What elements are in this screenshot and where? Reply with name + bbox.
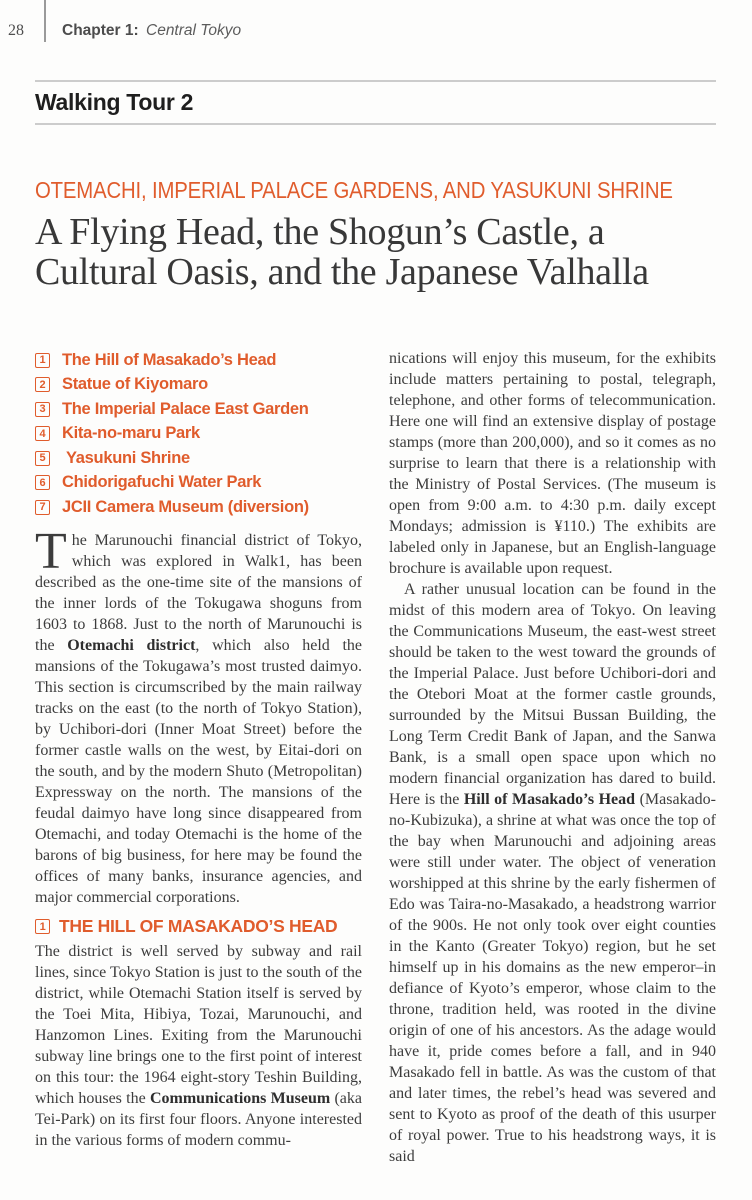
walking-tour-title: Walking Tour 2 <box>35 89 194 115</box>
text-run: The district is well served by subway and rail lines, since Tokyo Station is just to the south of the district, while Otemachi Station itself is served by the Toei Mita, Hibiya, Tozai, Marunouchi, and Hanzomon Lines. Exiting from the Marunouchi subway line brings one to the first point of interest on this tour: the 1964 eight-story Teshin Building, which houses the <box>35 943 362 1107</box>
tour-stop-2 <box>35 373 362 397</box>
stop-label: The Imperial Palace East Garden <box>62 399 309 418</box>
stop-number-box: 1 <box>35 353 50 368</box>
tour-stop-3 <box>35 397 362 421</box>
text-run: A rather unusual location can be found in the midst of this modern area of Tokyo. On leaving the Communications Museum, the east-west street should be taken to the west toward the grounds of the Imperial Palace. Just before Uchibori-dori and the Otebori Moat at the former castle grounds, surrounded by the Mitsui Bussan Building, the Long Term Credit Bank of Japan, and the Sanwa Bank, is a small open space upon which no modern financial organization has dared to build. Here is the <box>389 581 716 808</box>
stop-number-box: 7 <box>35 500 50 515</box>
tour-stop-6 <box>35 471 362 495</box>
stop-label: The Hill of Masakado’s Head <box>62 350 277 369</box>
bold-text: Communications Museum <box>149 1090 331 1107</box>
left-column <box>35 348 362 1167</box>
tour-kicker: OTEMACHI, IMPERIAL PALACE GARDENS, AND YASUKUNI SHRINE <box>35 177 673 203</box>
header-divider <box>44 0 46 42</box>
rule-top <box>35 80 716 82</box>
text-run: (aka Tei-Park) on its first four floors. Anyone interested in the various forms of modern commu- <box>35 1090 362 1149</box>
stop-number-box: 6 <box>35 475 50 490</box>
right-column <box>389 348 716 1167</box>
stop-label: Statue of Kiyomaro <box>62 375 208 393</box>
bold-text: Otemachi district <box>67 637 196 654</box>
stop-label: JCII Camera Museum (diversion) <box>62 497 309 516</box>
paragraph <box>389 579 716 1167</box>
section-heading-label: THE HILL OF MASAKADO’S HEAD <box>59 916 338 936</box>
stop-label: Chidorigafuchi Water Park <box>62 473 262 491</box>
page-number: 28 <box>8 22 24 39</box>
paragraph <box>35 523 363 908</box>
tour-title-line-2: Cultural Oasis, and the Japanese Valhalla <box>35 251 649 293</box>
chapter-title: Central Tokyo <box>146 22 242 39</box>
drop-cap: T <box>35 523 67 580</box>
chapter-label: Chapter 1: <box>62 22 139 39</box>
page-content <box>35 348 716 1167</box>
paragraph <box>389 348 716 579</box>
text-run: nications will enjoy this museum, for the exhibits include matters pertaining to postal, telegraph, telephone, and other forms of telecommunication. Here one will find an extensive display of postage stamps (more than 200,000), and so it comes as no surprise to learn that there is a relationship with the Ministry of Postal Services. (The museum is open from 9:00 a.m. to 4:30 p.m. daily except Mondays; admission is ¥110.) The exhibits are labeled only in Japanese, but an English-language brochure is available upon request. <box>389 350 716 577</box>
stop-label: Yasukuni Shrine <box>62 448 190 467</box>
page-header <box>0 0 752 42</box>
text-run: he Marunouchi financial district of Tokyo, which was explored in Walk1, has been described as the one-time site of the mansions of the inner lords of the Tokugawa shoguns from 1603 to 1868. Just to the north of Marunouchi is the <box>35 532 362 654</box>
section-heading <box>35 916 362 937</box>
tour-stops-list <box>35 348 362 519</box>
tour-title-line-1: A Flying Head, the Shogun’s Castle, a <box>35 211 605 253</box>
section-number-box: 1 <box>35 919 50 934</box>
paragraph <box>35 941 362 1151</box>
stop-number-box: 3 <box>35 402 50 417</box>
stop-number-box: 5 <box>35 451 50 466</box>
tour-stop-7 <box>35 495 362 519</box>
rule-bottom <box>35 123 716 125</box>
tour-stop-5 <box>35 446 362 470</box>
bold-text: Hill of Masakado’s Head <box>463 791 636 808</box>
tour-title <box>35 212 716 292</box>
stop-label: Kita-no-maru Park <box>62 424 200 442</box>
text-run: , which also held the mansions of the Tokugawa’s most trusted daimyo. This section is circumscribed by the main railway tracks on the east (to the north of Tokyo Station), by Uchibori-dori (Inner Moat Street) before the former castle walls on the west, by Eitai-dori on the south, and by the modern Shuto (Metropolitan) Expressway on the north. The mansions of the feudal daimyo have long since disappeared from Otemachi, and today Otemachi is the home of the barons of big business, for here may be found the offices of many banks, insurance agencies, and major commercial corporations. <box>35 637 363 906</box>
tour-stop-1 <box>35 348 362 372</box>
stop-number-box: 2 <box>35 377 50 392</box>
text-run: (Masakado-no-Kubizuka), a shrine at what was once the top of the bay when Marunouchi and adjoining areas were still under water. The object of veneration worshipped at this shrine by the early fishermen of Edo was Taira-no-Masakado, a headstrong warrior of the 900s. He not only took over eight counties in the Kanto (Greater Tokyo) region, but he set himself up in his domains as the new emperor–in defiance of Kyoto’s emperor, whose claim to the throne, tradition held, was rooted in the divine origin of one of his ancestors. As the adage would have it, pride comes before a fall, and in 940 Masakado fell in battle. As was the custom of that and later times, the rebel’s head was severed and sent to Kyoto as proof of the death of this usurper of royal power. True to his headstrong ways, it is said <box>389 791 716 1165</box>
left-column-blocks <box>35 523 363 1151</box>
stop-number-box: 4 <box>35 426 50 441</box>
tour-stop-4 <box>35 422 362 446</box>
